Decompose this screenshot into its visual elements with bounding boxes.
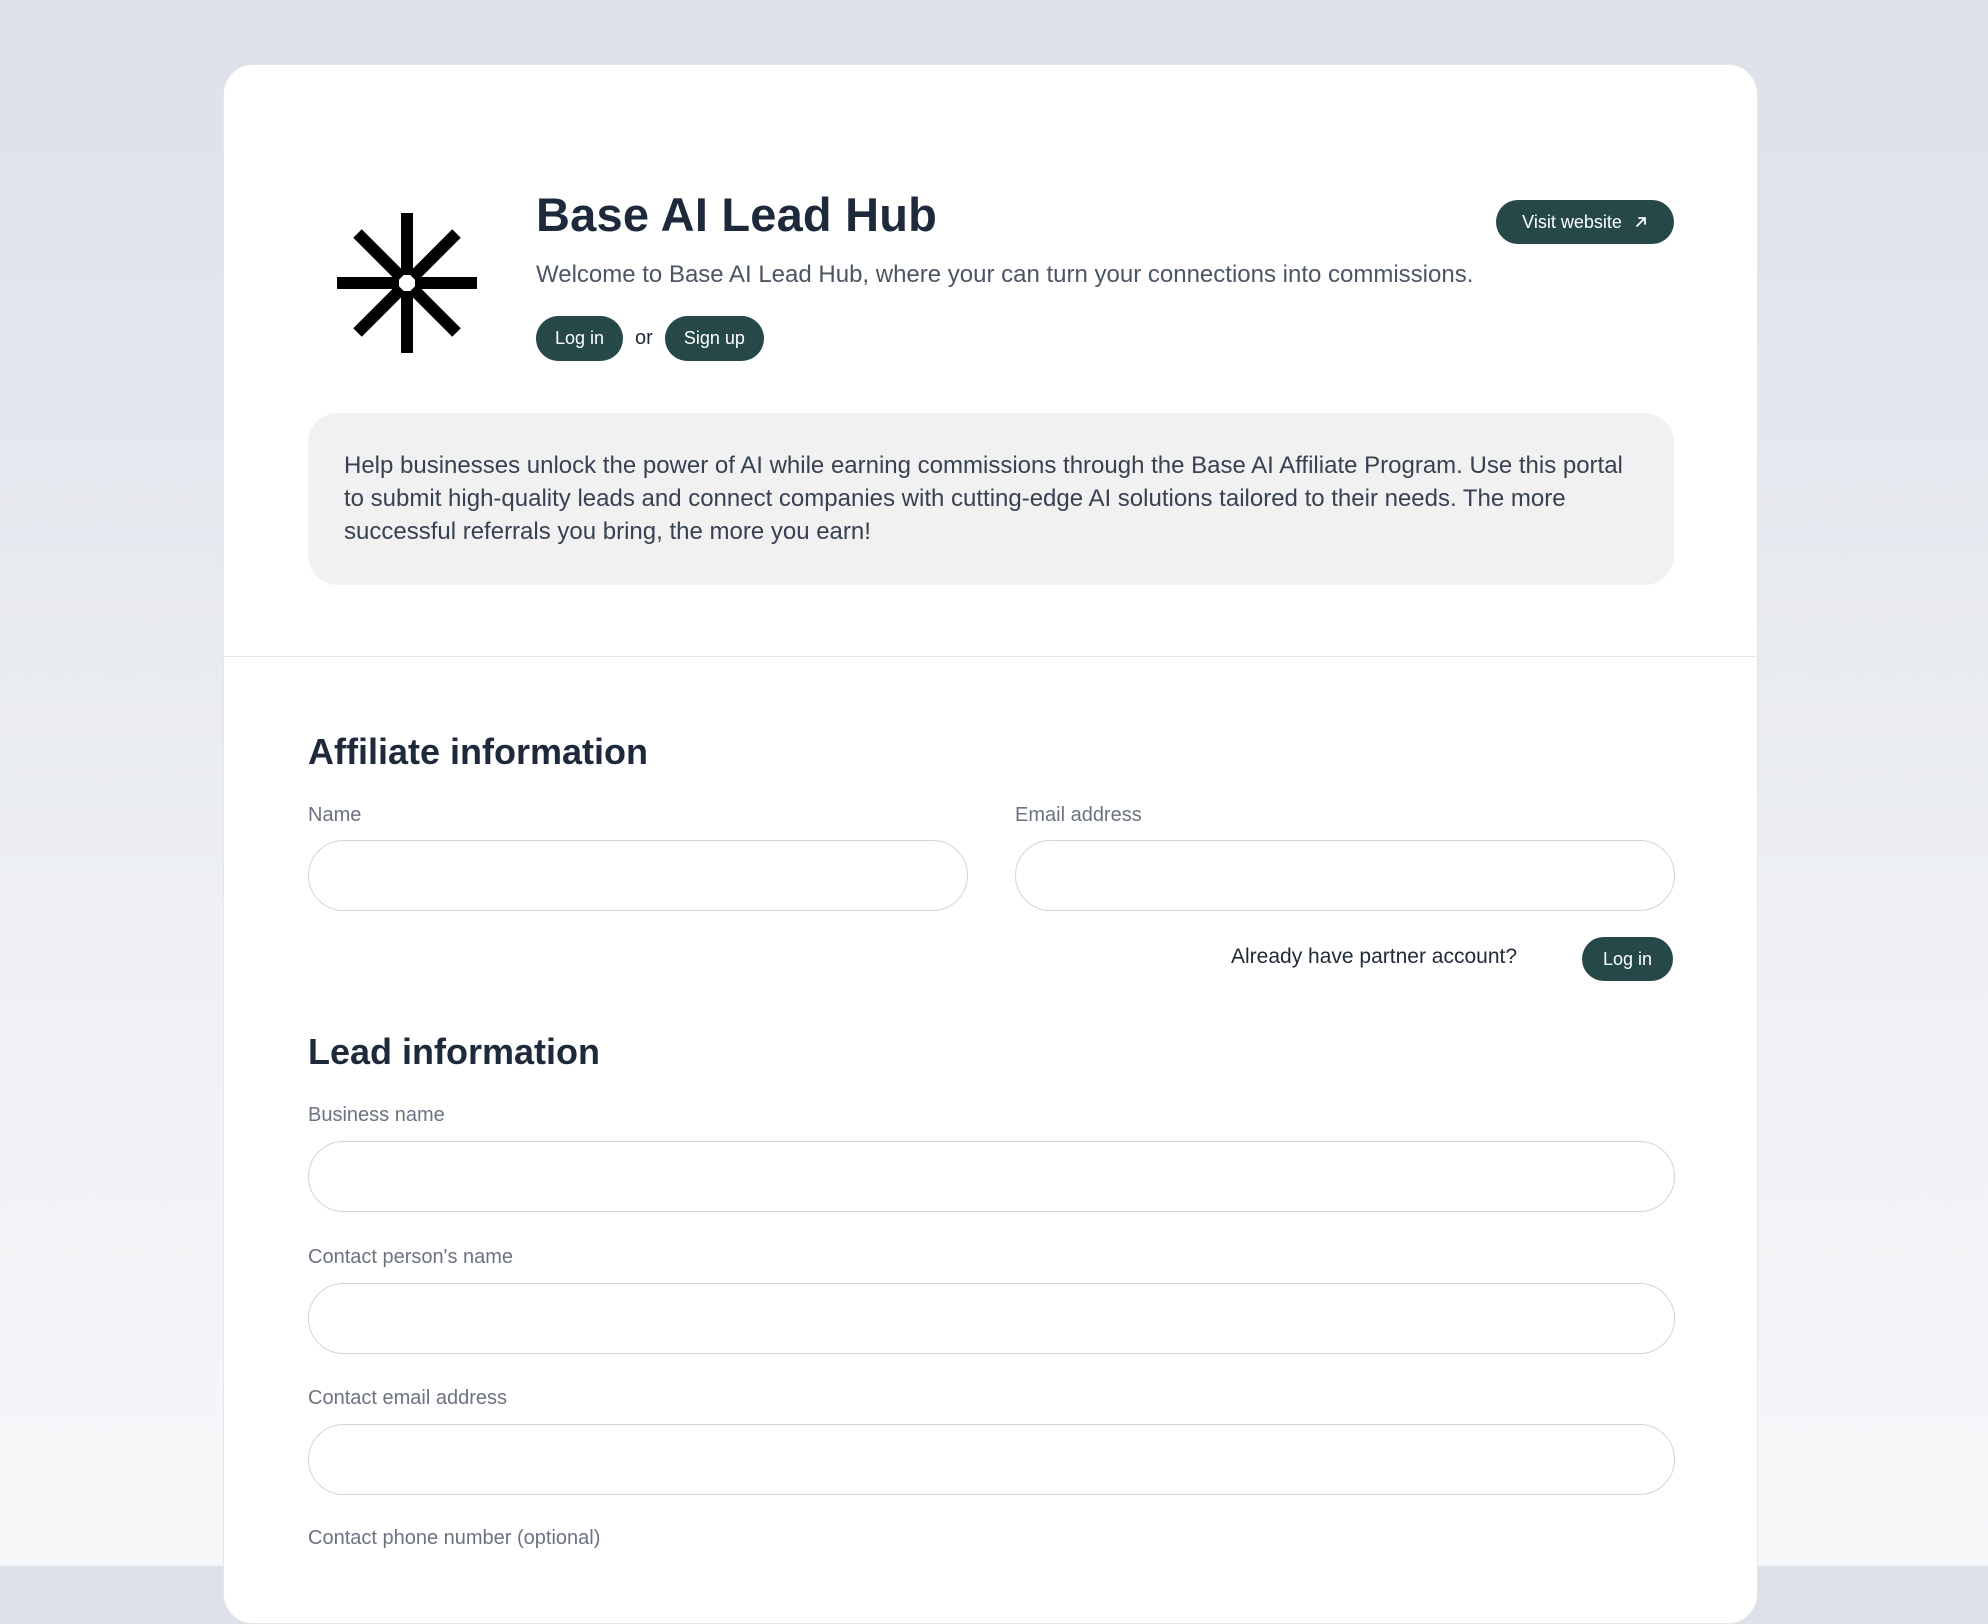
email-label: Email address [1015, 804, 1142, 826]
auth-actions [536, 316, 764, 361]
main-card [223, 64, 1758, 1624]
signup-button[interactable]: Sign up [665, 316, 764, 361]
contact-email-label: Contact email address [308, 1387, 507, 1409]
name-input[interactable] [308, 840, 968, 911]
email-input[interactable] [1015, 840, 1675, 911]
affiliate-heading: Affiliate information [308, 731, 648, 772]
name-label: Name [308, 804, 362, 826]
business-name-input[interactable] [308, 1141, 1675, 1212]
page-title: Base AI Lead Hub [536, 188, 938, 241]
or-separator: or [635, 327, 653, 349]
contact-email-input[interactable] [308, 1424, 1675, 1495]
section-divider [224, 656, 1757, 657]
contact-phone-label: Contact phone number (optional) [308, 1527, 601, 1549]
contact-name-label: Contact person's name [308, 1246, 514, 1268]
visit-website-button[interactable] [1496, 200, 1674, 244]
intro-text: Help businesses unlock the power of AI while earning commissions through the Base AI Affiliate Program. Use this portal to submit high-quality leads and connect companies with cutting-edge AI solutions tailored to their needs. The more successful referrals you bring, the more you earn! [344, 452, 1623, 545]
contact-name-input[interactable] [308, 1283, 1675, 1354]
partner-account-prompt: Already have partner account? [1231, 945, 1518, 968]
asterisk-logo-icon [337, 213, 477, 353]
business-name-label: Business name [308, 1104, 445, 1126]
arrow-up-right-icon [1634, 215, 1648, 229]
login-button[interactable]: Log in [536, 316, 623, 361]
visit-website-label: Visit website [1522, 211, 1622, 232]
intro-panel [308, 413, 1674, 585]
lead-heading: Lead information [308, 1031, 601, 1072]
welcome-subtitle: Welcome to Base AI Lead Hub, where your can turn your connections into commissions. [536, 261, 1474, 288]
partner-login-button[interactable]: Log in [1582, 937, 1673, 981]
